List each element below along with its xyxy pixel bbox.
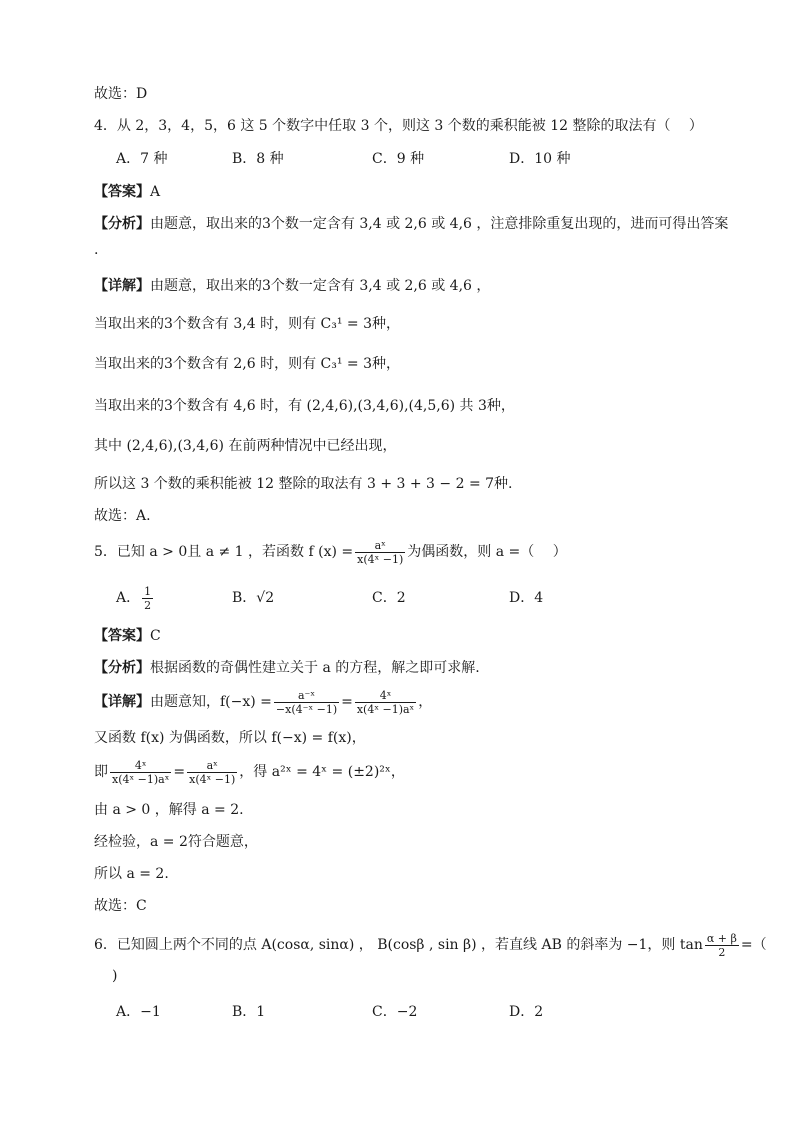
option-a-fraction [142, 585, 153, 612]
fraction-denominator: x(4ˣ −1)aˣ [356, 702, 415, 716]
q4-detail-4: 当取出来的3个数含有 4,6 时，有 (2,4,6),(3,4,6),(4,5,6) 共 3种， [94, 398, 515, 414]
fraction-denominator: 2 [718, 945, 726, 959]
option-label: A． [116, 590, 141, 606]
fraction-numerator: aˣ [355, 539, 405, 553]
q4-option-a: A．7 种 [116, 151, 168, 167]
answer-tag: 【答案】 [94, 184, 150, 200]
analysis-tag: 【分析】 [94, 216, 150, 232]
q5-detail-4: 由 a > 0 ，解得 a = 2. [94, 802, 244, 818]
q4-analysis-end: . [94, 242, 99, 258]
analysis-text: 由题意，取出来的3个数一定含有 3,4 或 2,6 或 4,6 ，注意排除重复出现的，进而可得出答案 [150, 216, 729, 232]
equals-sign: = [173, 764, 186, 780]
q5-option-a [116, 582, 155, 614]
detail-text-end: ，得 a²ˣ = 4ˣ = (±2)²ˣ， [239, 764, 405, 780]
q4-detail-3: 当取出来的3个数含有 2,6 时，则有 C₃¹ = 3种， [94, 356, 400, 372]
fraction-denominator: x(4ˣ −1) [189, 772, 236, 786]
detail-fraction-3 [110, 759, 171, 786]
equals-sign: = [341, 694, 353, 710]
q6-option-d: D．2 [509, 1004, 544, 1020]
answer-value: C [150, 628, 161, 644]
fraction-denominator: x(4ˣ −1)aˣ [112, 772, 170, 786]
q5-option-b: B．√2 [232, 590, 275, 606]
q5-analysis [94, 658, 480, 678]
fraction-numerator: aˣ [187, 759, 237, 773]
fraction-numerator: a⁻ˣ [274, 689, 339, 703]
detail-fraction-4 [187, 759, 237, 786]
answer-value: A [150, 184, 161, 200]
q4-detail-1 [94, 276, 490, 296]
q4-analysis [94, 214, 728, 234]
q5-detail-2: 又函数 f(x) 为偶函数，所以 f(−x) = f(x)， [94, 730, 366, 746]
detail-text: 由题意知，f(−x) = [150, 694, 272, 710]
q3-conclusion: 故选：D [94, 86, 148, 102]
q4-option-d: D．10 种 [509, 151, 571, 167]
detail-fraction-2 [355, 689, 416, 716]
q5-option-c: C．2 [372, 590, 406, 606]
q4-option-c: C．9 种 [372, 151, 425, 167]
q5-detail-7: 故选：C [94, 898, 147, 914]
analysis-tag: 【分析】 [94, 660, 150, 676]
q4-option-b: B．8 种 [232, 151, 284, 167]
fraction-numerator: 4ˣ [110, 759, 171, 773]
q4-stem: 4．从 2，3，4，5，6 这 5 个数字中任取 3 个，则这 3 个数的乘积能被 12 整除的取法有（ ） [94, 118, 703, 134]
fraction-denominator: x(4ˣ −1) [357, 552, 404, 566]
fraction-numerator: 4ˣ [355, 689, 416, 703]
q4-detail-2: 当取出来的3个数含有 3,4 时，则有 C₃¹ = 3种， [94, 316, 400, 332]
q6-option-b: B．1 [232, 1004, 266, 1020]
q5-detail-6: 所以 a = 2. [94, 866, 169, 882]
q5-function-fraction [355, 539, 405, 566]
detail-text: 由题意，取出来的3个数一定含有 3,4 或 2,6 或 4,6 ， [150, 278, 491, 294]
q4-detail-5: 其中 (2,4,6),(3,4,6) 在前两种情况中已经出现， [94, 438, 397, 454]
q5-stem [94, 536, 567, 568]
q6-option-a: A．−1 [116, 1004, 161, 1020]
detail-text-end: ， [418, 694, 433, 710]
fraction-denominator: −x(4⁻ˣ −1) [275, 702, 338, 716]
q5-detail-1 [94, 686, 432, 718]
q6-stem-start: 6．已知圆上两个不同的点 A(cosα, sinα) ， B(cosβ , sin β) ，若直线 AB 的斜率为 −1，则 tan [94, 937, 703, 953]
detail-text: 即 [94, 764, 108, 780]
q5-stem-end: 为偶函数，则 a =（ ） [407, 544, 567, 560]
q4-detail-6: 所以这 3 个数的乘积能被 12 整除的取法有 3 + 3 + 3 − 2 = 7种. [94, 476, 513, 492]
detail-tag: 【详解】 [94, 278, 150, 294]
fraction-numerator: α + β [706, 931, 737, 945]
q5-detail-3 [94, 756, 405, 788]
q6-tan-fraction [705, 932, 739, 959]
q5-option-d: D．4 [509, 590, 544, 606]
detail-tag: 【详解】 [94, 694, 150, 710]
q5-stem-start: 5．已知 a > 0且 a ≠ 1 ，若函数 f (x) = [94, 544, 354, 560]
analysis-text: 根据函数的奇偶性建立关于 a 的方程，解之即可求解. [150, 660, 480, 676]
fraction-denominator: 2 [144, 598, 152, 612]
q6-option-c: C．−2 [372, 1004, 418, 1020]
q4-detail-7: 故选：A. [94, 508, 151, 524]
q6-stem-close: ) [112, 968, 118, 984]
fraction-numerator: 1 [144, 584, 152, 598]
answer-tag: 【答案】 [94, 628, 150, 644]
q5-answer [94, 626, 161, 646]
detail-fraction-1 [274, 689, 339, 716]
q6-stem-end: =（ [740, 937, 767, 953]
q4-answer [94, 182, 160, 202]
q6-stem [94, 928, 767, 962]
q5-detail-5: 经检验，a = 2符合题意， [94, 834, 258, 850]
